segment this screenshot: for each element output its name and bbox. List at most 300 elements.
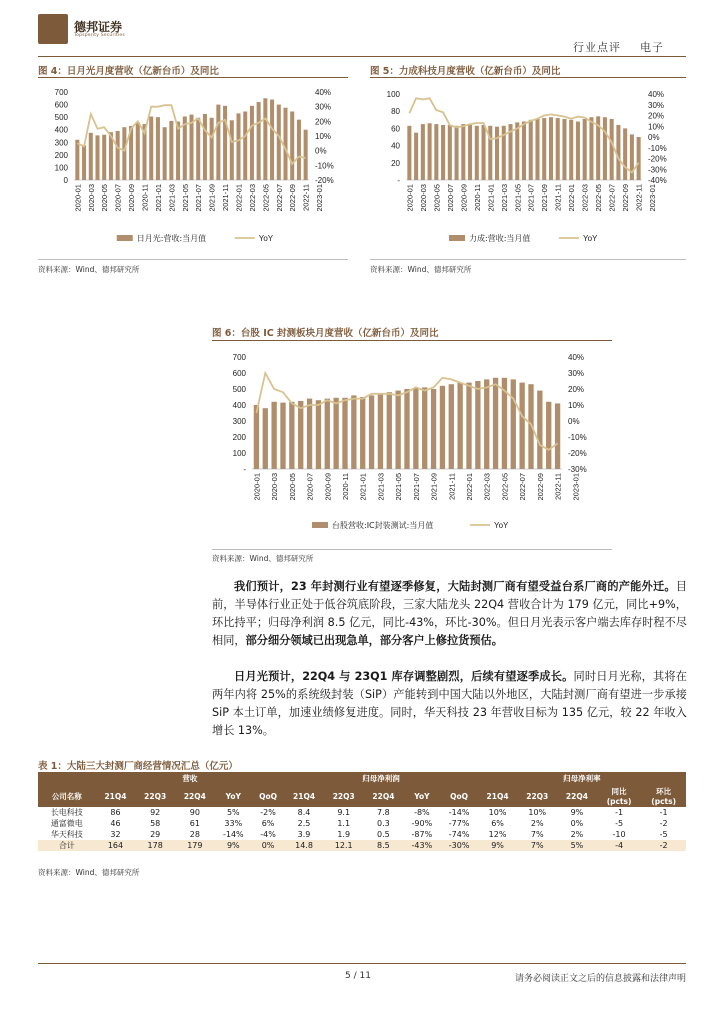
y-left-tick-label: 400 [232,401,246,410]
table-cell: 86 [110,808,121,817]
revenue-bar [316,400,321,469]
table-body [38,807,686,851]
revenue-bar [404,389,409,469]
sector-label: 电子 [640,41,664,54]
x-tick-label: 2022-05 [594,184,604,212]
y-left-tick-label: 300 [232,417,246,426]
revenue-bar [542,118,546,180]
y-right-tick-label: 10% [648,122,665,132]
y-right-tick-label: 20% [648,111,665,121]
revenue-bar [576,122,580,180]
legend-line-label: YoY [494,521,509,530]
y-left-tick-label: 0 [63,176,68,185]
table-cell: -77% [448,819,470,828]
y-right-tick-label: 40% [315,88,332,97]
legend-bar-label: 台股营收:IC封装测试:当月值 [332,521,434,530]
table-cell: 9% [570,808,584,817]
revenue-bar [421,124,425,180]
revenue-bar [325,399,330,469]
revenue-bar [223,106,227,180]
revenue-bar [82,145,86,180]
x-tick-label: 2021-05 [180,184,190,212]
legend-line-label: YoY [258,234,274,243]
revenue-bar [495,127,499,180]
revenue-bar [448,125,452,180]
revenue-bar [176,122,180,180]
revenue-bar [387,392,392,469]
table-cell: -87% [411,830,433,839]
table-row [38,807,686,818]
y-right-tick-label: 30% [648,100,665,110]
x-tick-label: 2021-09 [540,184,550,212]
paragraph-2-bold: 日月光预计，22Q4 与 23Q1 库存调整剧烈，后续有望逐季成长。 [234,670,574,683]
table-cell: 6% [491,819,504,828]
x-tick-label: 2022-03 [482,473,492,501]
table-cell: 1.1 [337,819,351,828]
y-right-tick-label: -10% [568,433,587,442]
revenue-bar [511,379,516,469]
table-cell: 0% [570,819,584,828]
table-cell: -8% [414,808,430,817]
x-tick-label: 2020-03 [86,184,96,212]
y-left-tick-label: 200 [54,150,68,160]
revenue-bar [395,391,400,469]
y-left-tick-label: 60 [391,124,400,134]
x-tick-label: 2021-05 [394,473,404,501]
table-cell: 0% [252,840,284,851]
table-company-cell: 合计 [38,840,96,851]
fig6-title: 图 6：台股 IC 封测板块月度营收（亿新台币）及同比 [212,328,439,339]
revenue-bar [243,111,247,180]
revenue-bar [283,108,287,180]
table-cell: 10% [488,808,507,817]
y-right-tick-label: 10% [568,401,585,410]
table-group-net-profit: 归母净利润 [284,772,478,785]
header-divider [38,56,686,57]
revenue-bar [569,120,573,180]
table-cell: -14% [222,830,244,839]
table-row [38,829,686,840]
fig5-title: 图 5：力成科技月度营收（亿新台币）及同比 [370,66,561,77]
revenue-bar [116,131,120,180]
x-tick-label: 2021-01 [358,473,368,501]
legend-bar-label: 力成:营收:当月值 [469,234,531,243]
table-col-header: YoY [403,785,440,807]
table-cell: -4 [597,840,642,851]
x-tick-label: 2020-05 [287,473,297,501]
revenue-bar [414,133,418,180]
revenue-bar [407,126,411,180]
table-cell: 12.1 [324,840,364,851]
revenue-bar [236,113,240,180]
revenue-bar [549,117,553,180]
table-cell: -2 [641,840,686,851]
x-tick-label: 2021-09 [429,473,439,501]
table-cell: 9% [478,840,518,851]
table-cell: 179 [175,840,215,851]
y-left-tick-label: 600 [54,100,68,110]
y-right-tick-label: 20% [315,117,332,127]
x-tick-label: 2022-07 [274,183,284,212]
table-row [38,840,686,851]
table-cell: 7.8 [377,808,390,817]
table-cell: 2% [570,830,584,839]
table-col-header: YoY [215,785,252,807]
table-cell: -74% [448,830,470,839]
y-right-tick-label: 40% [568,353,585,362]
fig6-chart [212,345,612,545]
table-cell: 2.5 [297,819,311,828]
table-group-net-margin: 归母净利率 [478,772,686,785]
paragraph-1-bold2: 部分细分领域已出现急单，部分客户上修拉货预估。 [245,634,503,647]
y-left-tick-label: 100 [54,163,68,173]
table-col-header: 22Q4 [557,785,597,807]
revenue-bar [562,119,566,180]
company-logo-icon [38,14,68,44]
y-left-tick-label: 400 [54,125,68,135]
fig5-source-divider [370,259,686,260]
revenue-bar [583,119,587,180]
table-cell: -10 [612,830,626,839]
revenue-bar [163,127,167,180]
revenue-bar [307,399,312,469]
y-left-tick-label: 700 [54,88,68,97]
revenue-bar [369,395,374,469]
fig4-source: 资料来源：Wind、德邦研究所 [38,265,140,274]
table-col-header: 21Q4 [96,785,136,807]
revenue-bar [89,133,93,180]
table-cell: 46 [110,819,121,828]
table-group-blank [38,772,96,785]
x-tick-label: 2022-05 [500,473,510,501]
table-cell: 178 [135,840,175,851]
table-cell: 6% [261,819,275,828]
table-col-header: 同比 (pcts) [597,785,642,807]
x-tick-label: 2020-05 [432,184,442,212]
fig4-chart [38,80,353,258]
x-tick-label: 2020-03 [270,473,280,501]
table-cell: -4% [260,830,276,839]
x-tick-label: 2021-11 [553,184,563,211]
logo-subtitle: Topsperity Securities [74,33,125,38]
x-tick-label: 2021-11 [221,184,231,211]
x-tick-label: 2022-03 [580,184,590,212]
revenue-bar [522,122,526,180]
y-left-tick-label: 100 [232,449,246,458]
revenue-bar [515,122,519,180]
paragraph-1 [212,578,687,650]
revenue-bar [263,98,267,180]
revenue-bar [230,120,234,180]
x-tick-label: 2022-03 [247,184,257,212]
revenue-bar [298,401,303,469]
fig6-underline [212,340,612,341]
y-right-tick-label: -40% [648,176,667,185]
page-number: 5 / 11 [345,971,371,981]
table-cell: -2% [260,808,276,817]
revenue-bar [616,125,620,180]
y-right-tick-label: 0% [568,417,580,426]
revenue-bar [290,111,294,180]
revenue-bar [203,114,207,180]
table-cell: -30% [440,840,477,851]
fig4-source-divider [38,259,348,260]
x-tick-label: 2022-11 [634,184,644,211]
x-tick-label: 2023-01 [648,184,658,212]
paragraph-1-bold: 我们预计，23 年封测行业有望逐季修复，大陆封测厂商有望受益台系厂商的产能外迁。 [234,580,676,593]
x-tick-label: 2020-01 [252,473,262,501]
y-right-tick-label: 20% [568,385,585,394]
category-label: 行业点评 [573,41,621,54]
table-cell: 10% [528,808,547,817]
y-right-tick-label: -30% [648,165,667,175]
x-tick-label: 2020-01 [73,184,83,212]
x-tick-label: 2021-07 [194,184,204,212]
revenue-bar [428,123,432,180]
table-cell: 0.5 [377,830,390,839]
logo-name: 德邦证券 [74,20,123,34]
revenue-bar [304,130,308,180]
table-col-header: 22Q3 [324,785,364,807]
legend-bar-swatch [312,522,328,528]
x-tick-label: 2020-11 [472,184,482,211]
revenue-bar [216,105,220,180]
x-tick-label: 2022-07 [518,473,528,501]
revenue-bar [280,403,285,469]
x-tick-label: 2022-01 [465,473,474,501]
x-tick-label: 2020-07 [305,473,315,501]
table-source: 资料来源：Wind、德邦研究所 [38,868,140,877]
table-col-header: 21Q4 [478,785,518,807]
fig4-title: 图 4：日月光月度营收（亿新台币）及同比 [38,66,219,77]
table-cell: 12% [488,830,507,839]
revenue-bar [431,389,436,469]
y-right-tick-label: 0% [648,133,660,142]
table-cell: 5% [557,840,597,851]
revenue-bar [102,135,106,180]
x-tick-label: 2020-03 [418,184,428,212]
revenue-bar [519,383,524,469]
fig6-source: 资料来源：Wind、德邦研究所 [212,554,314,563]
revenue-bar [475,381,480,469]
table-col-header: 22Q3 [135,785,175,807]
table-cell: 9.1 [337,808,351,817]
table-column-header [38,785,686,807]
table-cell: 3.9 [297,830,311,839]
table-col-header: QoQ [440,785,477,807]
x-tick-label: 2022-01 [234,184,244,212]
y-left-tick-label: 80 [391,107,400,117]
legend-line-label: YoY [583,234,598,243]
table-cell: 8.5 [364,840,404,851]
revenue-bar [254,405,259,469]
x-tick-label: 2021-01 [153,184,163,212]
paragraph-1-text: 目前，半导体行业正处于低谷筑底阶段，三家大陆龙头 22Q4 营收合计为 179 亿元，同比+9%，环比持平；归母净利润 8.5 亿元，同比-43%，环比-30%。但日月光表示客户端去库存时程不尽相同， [212,580,687,647]
x-tick-label: 2020-01 [405,184,415,212]
y-left-tick-label: 100 [386,90,400,99]
x-tick-label: 2022-11 [553,473,563,500]
table-cell: -90% [411,819,433,828]
revenue-bar [351,395,356,469]
y-right-tick-label: -10% [648,143,667,153]
revenue-bar [555,403,560,469]
revenue-bar [484,379,489,469]
footer-divider [38,963,686,964]
revenue-bar [169,121,173,180]
paragraph-2-text: 同时日月光称，其将在两年内将 25%的系统级封装（SiP）产能转到中国大陆以外地区，大陆封测厂商有望进一步承接 SiP 本土订单，加速业绩修复进度。同时，华天科技 23 年营收目标为 135 亿元，较 22 年收入增长 13%。 [212,670,687,737]
table-col-header: 环比 (pcts) [641,785,686,807]
table-row [38,818,686,829]
y-left-tick-label: 700 [232,353,246,362]
table-cell: 32 [110,830,121,839]
revenue-bar [422,387,427,469]
summary-table [38,772,686,851]
footer-disclaimer: 请务必阅读正文之后的信息披露和法律声明 [514,974,686,984]
revenue-bar [475,126,479,180]
table-cell: 28 [189,830,200,839]
y-right-tick-label: 30% [315,102,332,112]
table-cell: 164 [96,840,136,851]
paragraph-2 [212,668,687,740]
table-cell: 1.9 [337,830,351,839]
revenue-bar [603,117,607,180]
report-category [573,39,664,55]
legend-bar-label: 日月光:营收:当月值 [136,234,207,243]
table-cell: 8.4 [297,808,311,817]
y-right-tick-label: -20% [315,176,334,185]
revenue-bar [210,118,214,180]
revenue-bar [333,398,338,469]
table-company-cell: 通富微电 [50,819,83,828]
y-left-tick-label: 500 [232,385,246,394]
revenue-bar [537,391,542,469]
revenue-bar [493,378,498,469]
x-tick-label: 2020-07 [445,184,455,212]
revenue-bar [136,122,140,180]
revenue-bar [250,106,254,180]
x-tick-label: 2020-05 [100,184,110,212]
x-tick-label: 2021-09 [207,184,217,212]
revenue-bar [457,383,462,469]
x-tick-label: 2022-09 [621,184,631,212]
revenue-bar [637,137,641,180]
revenue-bar [156,117,160,180]
x-tick-label: 2021-03 [499,184,509,212]
x-tick-label: 2022-09 [288,184,298,212]
y-left-tick-label: 20 [391,158,400,168]
table-company-cell: 华天科技 [50,830,83,839]
table-cell: 61 [189,819,200,828]
revenue-bar [189,115,193,180]
revenue-bar [196,118,200,180]
y-right-tick-label: 10% [315,132,332,141]
x-tick-label: 2021-05 [513,184,523,212]
fig5-source: 资料来源：Wind、德邦研究所 [370,265,472,274]
table-cell: 58 [150,819,161,828]
fig5-underline [370,77,686,78]
table-group-header [38,772,686,785]
x-tick-label: 2021-03 [376,473,386,501]
fig4-underline [38,77,348,78]
y-left-tick-label: 500 [54,113,68,123]
table-col-header: 22Q4 [364,785,404,807]
table-cell: 0.3 [377,819,390,828]
y-left-tick-label: 600 [232,369,246,378]
revenue-bar [263,408,268,469]
y-right-tick-label: -20% [568,449,587,458]
revenue-bar [413,388,418,469]
x-tick-label: 2021-07 [526,184,536,212]
revenue-bar [434,124,438,180]
x-tick-label: 2020-09 [127,184,137,212]
table-col-header: 21Q4 [284,785,324,807]
revenue-bar [289,402,294,469]
revenue-bar [378,394,383,469]
table-cell: -2 [659,819,668,828]
x-tick-label: 2021-07 [411,473,421,501]
table-cell: 7% [530,830,544,839]
y-right-tick-label: 30% [568,369,585,378]
y-left-tick-label: 200 [232,433,246,442]
fig4-svg [38,80,353,258]
revenue-bar [270,100,274,180]
revenue-bar [149,117,153,180]
x-tick-label: 2021-01 [486,184,496,212]
table-col-header: 22Q4 [175,785,215,807]
table-cell: -5 [615,819,624,828]
fig6-source-divider [212,549,612,550]
table-cell: -43% [403,840,440,851]
revenue-bar [297,120,301,180]
legend-bar-swatch [449,235,465,241]
x-tick-label: 2021-03 [167,184,177,212]
x-tick-label: 2020-09 [459,184,469,212]
table-cell: -14% [448,808,470,817]
revenue-bar [535,119,539,180]
table-cell: 92 [150,808,161,817]
revenue-bar [466,383,471,469]
x-tick-label: 2022-07 [607,184,617,212]
table-cell: 29 [150,830,161,839]
revenue-bar [360,397,365,469]
x-tick-label: 2020-09 [323,473,333,501]
revenue-bar [529,120,533,180]
table-cell: 7% [517,840,557,851]
x-tick-label: 2023-01 [571,473,581,501]
revenue-bar [257,102,261,180]
revenue-bar [610,119,614,180]
table-cell: 90 [189,808,200,817]
revenue-bar [623,128,627,180]
table-col-header: 公司名称 [38,785,96,807]
table-col-header: QoQ [252,785,284,807]
x-tick-label: 2022-09 [535,473,545,501]
revenue-bar [468,125,472,180]
table-cell: 2% [530,819,544,828]
y-left-tick-label: 300 [54,138,68,148]
x-tick-label: 2021-11 [447,473,457,500]
revenue-bar [440,386,445,469]
fig5-svg [370,80,686,258]
table-cell: 14.8 [284,840,324,851]
table-company-cell: 长电科技 [50,808,83,817]
revenue-bar [95,135,99,180]
table-cell: 9% [215,840,252,851]
legend-bar-swatch [117,235,133,241]
revenue-bar [277,105,281,180]
y-right-tick-label: 0% [315,146,327,156]
table-cell: 33% [224,819,243,828]
